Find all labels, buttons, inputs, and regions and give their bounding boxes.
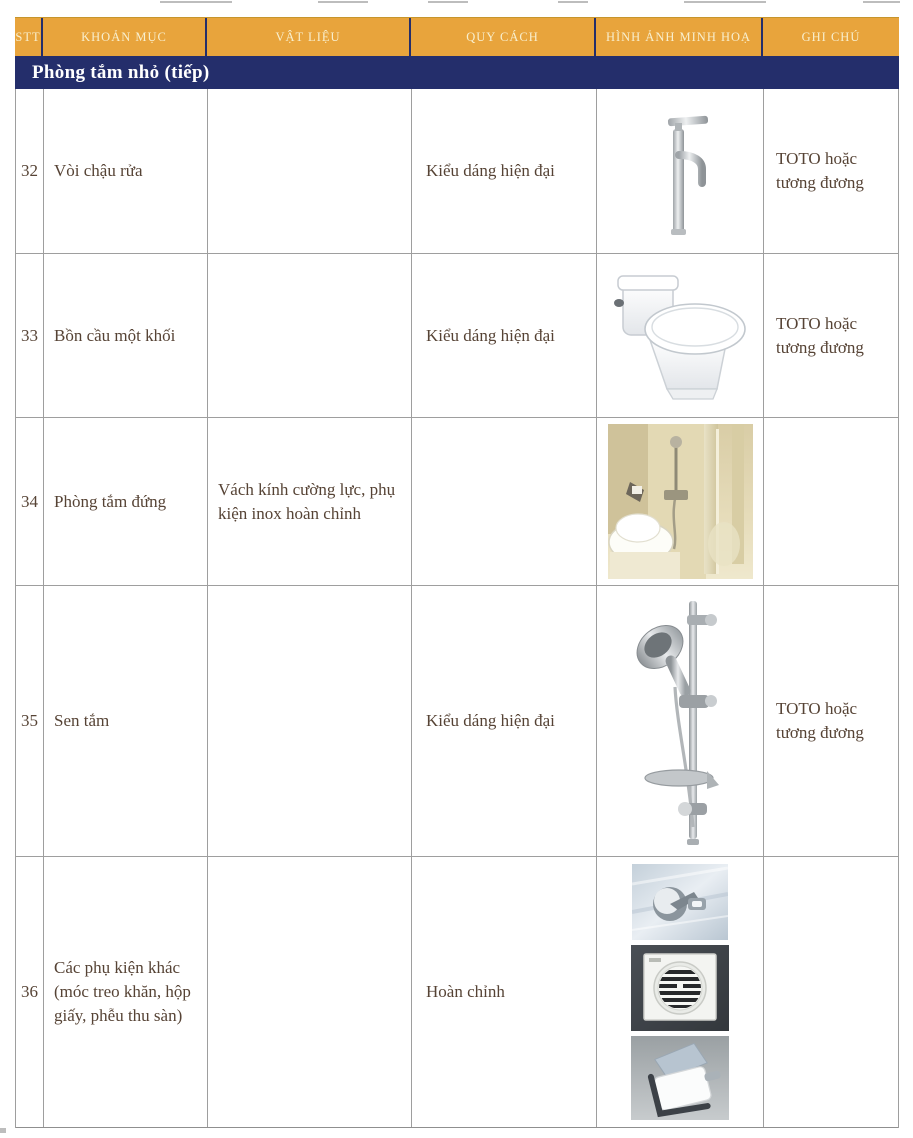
cell-khoan-muc: Các phụ kiện khác (móc treo khăn, hộp giấy, phễu thu sàn): [44, 857, 208, 1127]
cell-quy-cach: [412, 418, 597, 585]
cell-ghi-chu: TOTO hoặc tương đương: [776, 149, 864, 192]
page-artifact: [558, 1, 588, 3]
table-header-row: [15, 17, 899, 56]
cell-ghi-chu: [764, 857, 900, 1127]
one-piece-toilet-photo: [609, 267, 751, 405]
cell-vat-lieu: [208, 254, 412, 417]
cell-khoan-muc: Vòi chậu rửa: [44, 89, 208, 253]
table-row: [16, 418, 898, 586]
cell-vat-lieu: [208, 89, 412, 253]
page-artifact: [160, 1, 232, 3]
cell-hinh-anh: [597, 857, 764, 1127]
standing-shower-room-photo: [608, 424, 753, 579]
page-artifact: [318, 1, 368, 3]
cell-ghi-chu: [764, 418, 900, 585]
spec-table: [15, 17, 899, 1128]
cell-khoan-muc: Phòng tắm đứng: [44, 418, 208, 585]
cell-hinh-anh: [597, 418, 764, 585]
column-header-hinh-anh: HÌNH ẢNH MINH HOẠ: [596, 18, 763, 56]
page-artifact: [428, 1, 468, 3]
page-artifact: [0, 1128, 6, 1133]
cell-hinh-anh: [597, 89, 764, 253]
cell-stt: 32: [16, 89, 44, 253]
cell-stt: 35: [16, 586, 44, 856]
cell-stt: 34: [16, 418, 44, 585]
column-header-ghi-chu: GHI CHÚ: [801, 29, 861, 44]
cell-ghi-chu: TOTO hoặc tương đương: [776, 699, 864, 742]
cell-hinh-anh: [597, 586, 764, 856]
cell-vat-lieu: Vách kính cường lực, phụ kiện inox hoàn chỉnh: [208, 418, 412, 585]
table-row: [16, 89, 898, 254]
cell-quy-cach: Hoàn chỉnh: [412, 857, 597, 1127]
cell-quy-cach: Kiểu dáng hiện đại: [412, 254, 597, 417]
cell-quy-cach: Kiểu dáng hiện đại: [412, 89, 597, 253]
paper-holder-photo: [631, 1036, 729, 1120]
cell-vat-lieu: [208, 586, 412, 856]
cell-ghi-chu: TOTO hoặc tương đương: [776, 313, 864, 357]
section-header-band: [15, 56, 899, 89]
table-row: [16, 857, 898, 1128]
floor-drain-photo: [631, 945, 729, 1031]
column-header-khoan-muc: KHOẢN MỤC: [43, 18, 207, 56]
cell-stt: 33: [16, 254, 44, 417]
cell-khoan-muc: Sen tắm: [44, 586, 208, 856]
towel-hook-photo: [632, 864, 728, 940]
tall-basin-faucet-photo: [646, 103, 714, 239]
cell-quy-cach: Kiểu dáng hiện đại: [412, 586, 597, 856]
table-row: [16, 586, 898, 857]
page-artifact: [684, 1, 766, 3]
column-header-quy-cach: QUY CÁCH: [411, 18, 596, 56]
cell-stt: 36: [16, 857, 44, 1127]
table-body: [15, 89, 899, 1128]
cell-vat-lieu: [208, 857, 412, 1127]
cell-hinh-anh: [597, 254, 764, 417]
section-title: Phòng tắm nhỏ (tiếp): [32, 61, 210, 83]
cell-khoan-muc: Bồn cầu một khối: [44, 254, 208, 417]
hand-shower-slide-bar-photo: [627, 595, 733, 847]
table-row: [16, 254, 898, 418]
column-header-stt: STT: [15, 18, 43, 56]
column-header-vat-lieu: VẬT LIỆU: [207, 18, 411, 56]
page-artifact: [863, 1, 900, 3]
